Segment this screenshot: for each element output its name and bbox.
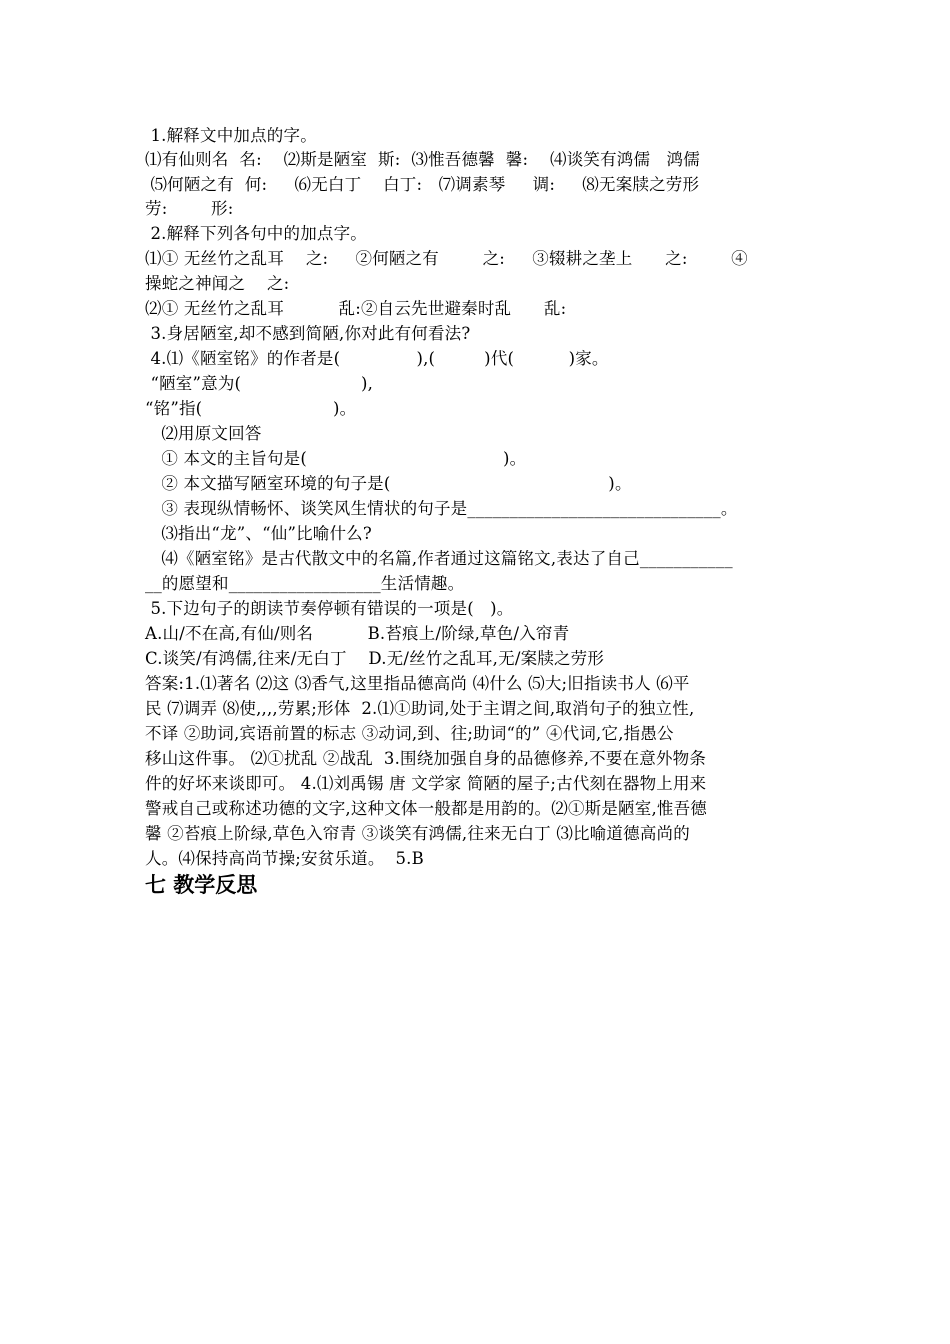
question-5-options: C.谈笑/有鸿儒,往来/无白丁 D.无/丝竹之乱耳,无/案牍之劳形 — [145, 649, 605, 668]
section-heading: 七 教学反思 — [145, 873, 258, 897]
answers-line: 件的好坏来谈即可。 4.⑴刘禹锡 唐 文学家 简陋的屋子;古代刻在器物上用来 — [145, 774, 707, 793]
question-4-line: ② 本文描写陋室环境的句子是( )。 — [145, 474, 632, 493]
question-4-line: ⑷《陋室铭》是古代散文中的名篇,作者通过这篇铭文,表达了自己___________ — [145, 549, 733, 568]
question-2-line: 操蛇之神闻之 之: — [145, 274, 290, 293]
answers-line: 不译 ②助词,宾语前置的标志 ③动词,到、往;助词“的” ④代词,它,指愚公 — [145, 724, 674, 743]
answers-line: 人。⑷保持高尚节操;安贫乐道。 5.B — [145, 849, 424, 868]
question-4-line: ⑶指出“龙”、“仙”比喻什么? — [145, 524, 372, 543]
question-4-title: 4.⑴《陋室铭》的作者是( ),( )代( )家。 — [145, 349, 609, 368]
question-2-title: 2.解释下列各句中的加点字。 — [145, 224, 367, 243]
question-2-line: ⑴① 无丝竹之乱耳 之: ②何陋之有 之: ③辍耕之垄上 之: ④ — [145, 249, 748, 268]
question-4-line: ① 本文的主旨句是( )。 — [145, 449, 527, 468]
question-4-line: __的愿望和__________________生活情趣。 — [145, 574, 465, 593]
answers-line: 警戒自己或称述功德的文字,这种文体一般都是用韵的。⑵①斯是陋室,惟吾德 — [145, 799, 707, 818]
question-4-line: ③ 表现纵情畅怀、谈笑风生情状的句子是______________________________。 — [145, 499, 738, 518]
answers-line: 民 ⑺调弄 ⑻使,,,,劳累;形体 2.⑴①助词,处于主谓之间,取消句子的独立性, — [145, 699, 695, 718]
question-4-line: ⑵用原文回答 — [145, 424, 262, 443]
question-5-options: A.山/不在高,有仙/则名 B.苔痕上/阶绿,草色/入帘青 — [145, 624, 570, 643]
question-1-line: ⑸何陋之有 何: ⑹无白丁 白丁: ⑺调素琴 调: ⑻无案牍之劳形 — [145, 175, 700, 194]
question-4-line: “陋室”意为( ), — [145, 374, 374, 393]
question-1-line: ⑴有仙则名 名: ⑵斯是陋室 斯: ⑶惟吾德馨 馨: ⑷谈笑有鸿儒 鸿儒 — [145, 150, 700, 169]
answers-line: 馨 ②苔痕上阶绿,草色入帘青 ③谈笑有鸿儒,往来无白丁 ⑶比喻道德高尚的 — [145, 824, 690, 843]
question-2-line: ⑵① 无丝竹之乱耳 乱:②自云先世避秦时乱 乱: — [145, 299, 567, 318]
question-1-line: 劳: 形: — [145, 199, 234, 218]
question-5-title: 5.下边句子的朗读节奏停顿有错误的一项是( )。 — [145, 599, 514, 618]
answers-line: 答案:1.⑴著名 ⑵这 ⑶香气,这里指品德高尚 ⑷什么 ⑸大;旧指读书人 ⑹平 — [145, 674, 690, 693]
question-4-line: “铭”指( )。 — [145, 399, 357, 418]
question-3-title: 3.身居陋室,却不感到简陋,你对此有何看法? — [145, 324, 471, 343]
question-1-title: 1.解释文中加点的字。 — [145, 126, 317, 145]
answers-line: 移山这件事。 ⑵①扰乱 ②战乱 3.围绕加强自身的品德修养,不要在意外物条 — [145, 749, 707, 768]
